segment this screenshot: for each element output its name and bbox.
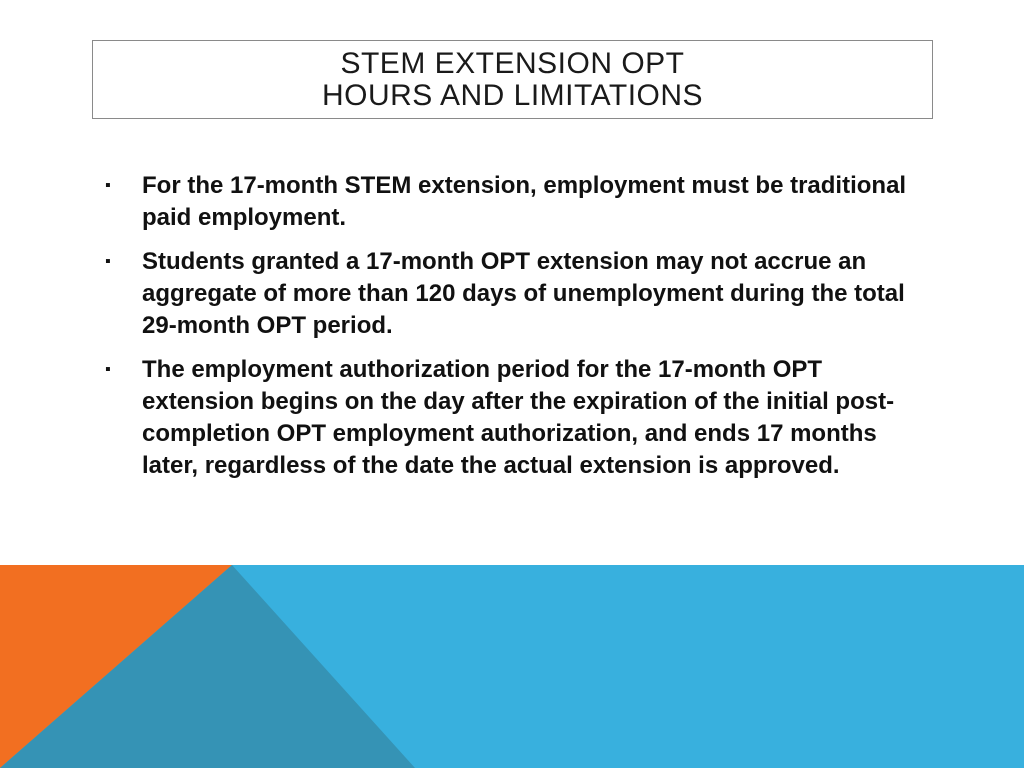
square-bullet-icon: ▪ (105, 253, 111, 270)
slide-title-line-1: STEM EXTENSION OPT (340, 46, 685, 80)
decorative-banner (0, 565, 1024, 768)
slide-title-line-2: HOURS AND LIMITATIONS (321, 78, 704, 112)
bullet-list (105, 170, 925, 494)
square-bullet-icon: ▪ (105, 361, 111, 378)
bullet-text: The employment authorization period for the 17-month OPT extension begins on the day after the expiration of the initial post-completion OPT employment authorization, and ends 17 months later, regardless of the date the actual extension is approved. (142, 356, 895, 479)
bullet-item (105, 354, 925, 482)
square-bullet-icon: ▪ (105, 177, 111, 194)
bullet-text: For the 17-month STEM extension, employment must be traditional paid employment. (142, 172, 907, 231)
bullet-item (105, 170, 925, 234)
slide-title-box (92, 40, 933, 119)
bullet-text: Students granted a 17-month OPT extension may not accrue an aggregate of more than 120 days of unemployment during the total 29-month OPT period. (142, 248, 905, 339)
bullet-item (105, 246, 925, 342)
